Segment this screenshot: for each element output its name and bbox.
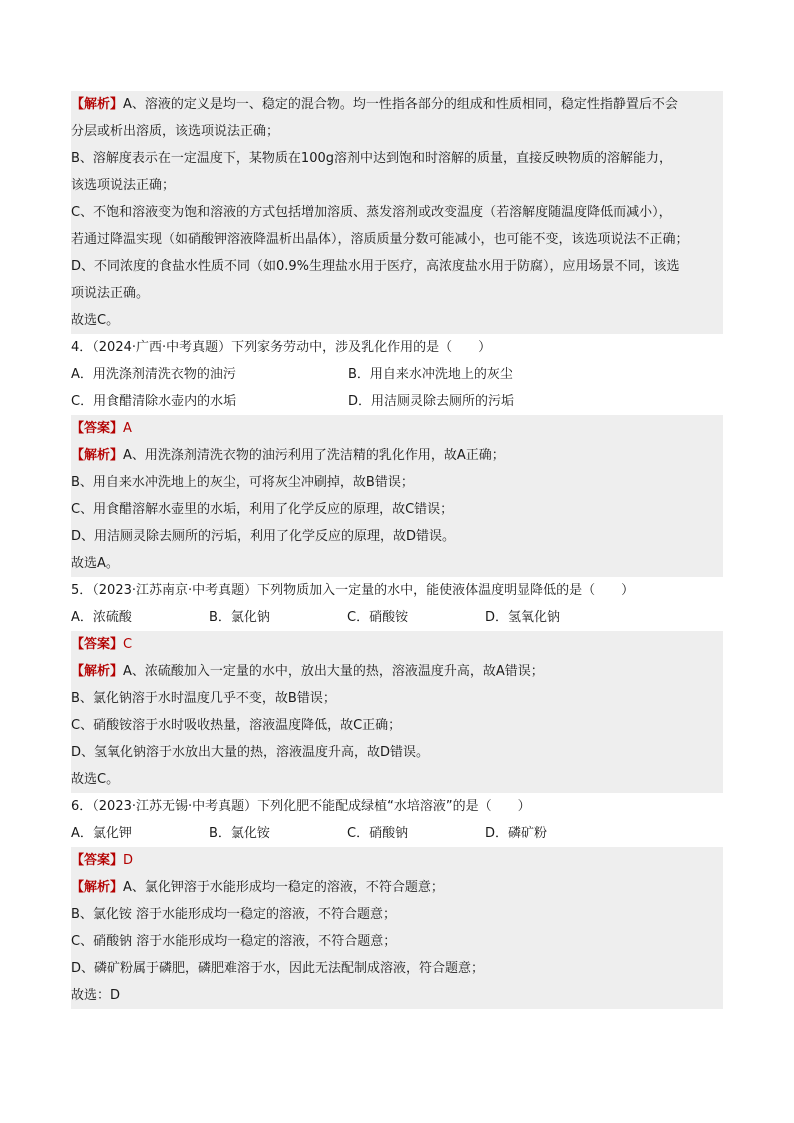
answer-value: A — [123, 421, 132, 436]
answer-line — [71, 847, 723, 874]
q3-analysis-line: 【解析】A、溶液的定义是均一、稳定的混合物。均一性指各部分的组成和性质相同，稳定性指静置后不会 — [71, 91, 723, 118]
q3-conclusion: 故选C。 — [71, 307, 723, 334]
option-d: D．磷矿粉 — [485, 826, 548, 841]
analysis-tag: 【解析】 — [71, 664, 124, 679]
option-d: D．用洁厕灵除去厕所的污垢 — [348, 394, 515, 409]
analysis-line: 【解析】A、用洗涤剂清洗衣物的油污利用了洗洁精的乳化作用，故A正确； — [71, 442, 723, 469]
q3-analysis-line: 若通过降温实现（如硝酸钾溶液降温析出晶体），溶质质量分数可能减小，也可能不变，该选项说法不正确； — [71, 226, 723, 253]
question-stem: 4．（2024·广西·中考真题）下列家务劳动中，涉及乳化作用的是（ ） — [71, 340, 492, 355]
option-c: C．硝酸铵 — [347, 610, 409, 625]
conclusion-line: 故选C。 — [71, 766, 723, 793]
question-stem: 5．（2023·江苏南京·中考真题）下列物质加入一定量的水中，能使液体温度明显降低的是（ ） — [71, 583, 635, 598]
answer-value: D — [123, 853, 134, 868]
document-page — [71, 91, 723, 1009]
analysis-line: B、氯化铵 溶于水能形成均一稳定的溶液，不符合题意； — [71, 901, 723, 928]
answer-tag: 【答案】 — [71, 421, 124, 436]
analysis-line: 【解析】A、浓硫酸加入一定量的水中，放出大量的热，溶液温度升高，故A错误； — [71, 658, 723, 685]
analysis-line: C、硝酸铵溶于水时吸收热量，溶液温度降低，故C正确； — [71, 712, 723, 739]
analysis-line: D、磷矿粉属于磷肥，磷肥难溶于水，因此无法配制成溶液，符合题意； — [71, 955, 723, 982]
conclusion-line: 故选：D — [71, 982, 723, 1009]
answer-tag: 【答案】 — [71, 637, 124, 652]
question-stem: 6．（2023·江苏无锡·中考真题）下列化肥不能配成绿植“水培溶液”的是（ ） — [71, 799, 531, 814]
option-a: A．氯化钾 — [71, 826, 132, 841]
analysis-tag: 【解析】 — [71, 880, 124, 895]
q3-analysis-line: 项说法正确。 — [71, 280, 723, 307]
answer-tag: 【答案】 — [71, 853, 124, 868]
q3-analysis-line: D、不同浓度的食盐水性质不同（如0.9%生理盐水用于医疗，高浓度盐水用于防腐），应用场景不同，该选 — [71, 253, 723, 280]
analysis-tag: 【解析】 — [71, 97, 124, 112]
option-a: A．浓硫酸 — [71, 610, 132, 625]
analysis-line: 【解析】A、氯化钾溶于水能形成均一稳定的溶液，不符合题意； — [71, 874, 723, 901]
options-row — [71, 820, 723, 847]
answer-value: C — [123, 637, 133, 652]
answer-line — [71, 631, 723, 658]
analysis-line: D、氢氧化钠溶于水放出大量的热，溶液温度升高，故D错误。 — [71, 739, 723, 766]
option-a: A．用洗涤剂清洗衣物的油污 — [71, 367, 236, 382]
conclusion-line: 故选A。 — [71, 550, 723, 577]
q3-analysis-line: C、不饱和溶液变为饱和溶液的方式包括增加溶质、蒸发溶剂或改变温度（若溶解度随温度降低而减小）， — [71, 199, 723, 226]
analysis-line: B、氯化钠溶于水时温度几乎不变，故B错误； — [71, 685, 723, 712]
option-b: B．氯化铵 — [209, 826, 270, 841]
analysis-line: C、硝酸钠 溶于水能形成均一稳定的溶液，不符合题意； — [71, 928, 723, 955]
q3-analysis-line: 分层或析出溶质，该选项说法正确； — [71, 118, 723, 145]
analysis-line: B、用自来水冲洗地上的灰尘，可将灰尘冲刷掉，故B错误； — [71, 469, 723, 496]
options-row — [71, 361, 723, 388]
question-4 — [71, 334, 723, 577]
option-b: B．氯化钠 — [209, 610, 270, 625]
question-5 — [71, 577, 723, 793]
options-row — [71, 604, 723, 631]
analysis-line: D、用洁厕灵除去厕所的污垢，利用了化学反应的原理，故D错误。 — [71, 523, 723, 550]
q3-analysis-line: B、溶解度表示在一定温度下，某物质在100g溶剂中达到饱和时溶解的质量，直接反映物质的溶解能力， — [71, 145, 723, 172]
option-d: D．氢氧化钠 — [485, 610, 561, 625]
question-6 — [71, 793, 723, 1009]
q3-analysis-block — [71, 91, 723, 334]
option-b: B．用自来水冲洗地上的灰尘 — [348, 367, 513, 382]
answer-line — [71, 415, 723, 442]
analysis-tag: 【解析】 — [71, 448, 124, 463]
option-c: C．硝酸钠 — [347, 826, 409, 841]
option-c: C．用食醋清除水壶内的水垢 — [71, 394, 237, 409]
q3-analysis-line: 该选项说法正确； — [71, 172, 723, 199]
options-row — [71, 388, 723, 415]
analysis-line: C、用食醋溶解水壶里的水垢，利用了化学反应的原理，故C错误； — [71, 496, 723, 523]
